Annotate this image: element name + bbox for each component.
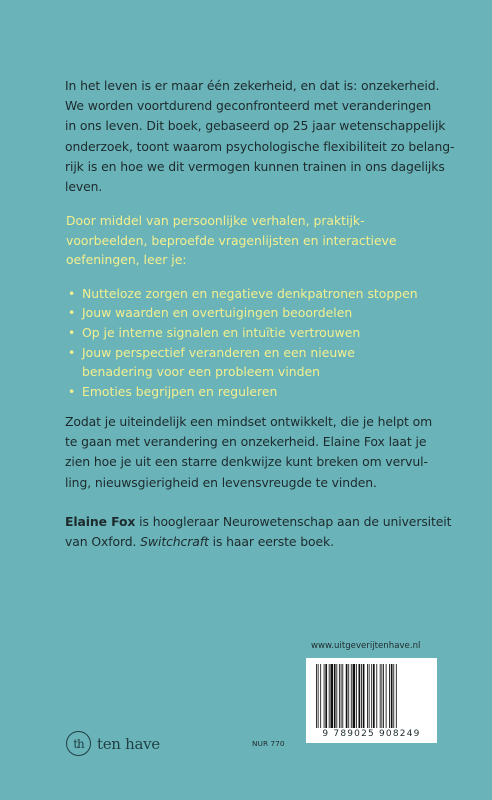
bullet-icon: • [68,285,76,301]
intro-line: rijk is en hoe we dit vermogen kunnen trainen in ons dagelijks [65,158,445,174]
barcode-bar [329,664,330,728]
barcode [306,658,437,743]
barcode-bar [359,664,361,728]
learning-point [66,303,441,323]
book-title: Switchcraft [140,534,209,550]
publisher-website: www.uitgeverijtenhave.nl [311,641,421,651]
barcode-bar [373,664,375,728]
barcode-bar [318,664,319,728]
barcode-bar [380,664,381,728]
intro-line: We worden voortdurend geconfronteerd met veranderingen [65,98,432,114]
barcode-bar [320,664,321,728]
highlight-intro-line: Door middel van persoonlijke verhalen, praktijk- [66,213,365,228]
learning-point-text: Emoties begrijpen en reguleren [82,383,278,399]
barcode-bar [339,664,340,728]
barcode-bar [334,664,336,728]
nur-code: NUR 770 [252,739,285,748]
barcode-bar [330,664,333,728]
barcode-bar [342,664,343,728]
learning-point [66,343,441,382]
barcode-bar [369,664,370,728]
outro-line: Zodat je uiteindelijk een mindset ontwikkelt, die je helpt om [65,414,433,429]
bullet-icon: • [68,383,76,399]
barcode-bar [325,664,327,728]
isbn-number: 9 789025 908249 [322,729,421,739]
learning-point-text: Nutteloze zorgen en negatieve denkpatronen stoppen [82,285,418,301]
barcode-bar [361,664,362,728]
highlight-section [66,211,441,401]
highlight-intro-line: oefeningen, leer je: [66,252,187,268]
bio-line [65,512,452,532]
intro-paragraph [65,76,455,197]
barcode-bar [348,664,349,728]
bio-text: van Oxford. [65,534,141,550]
intro-line: leven. [65,179,103,195]
barcode-bars [316,664,427,728]
barcode-bar [367,664,368,728]
intro-line: onderzoek, toont waarom psychologische flexibiliteit zo belang- [65,138,455,154]
bullet-icon: • [68,324,76,340]
outro-paragraph [65,412,437,493]
outro-line: te gaan met verandering en onzekerheid. Elaine Fox laat je [65,434,427,450]
highlight-intro-line: voorbeelden, beproefde vragenlijsten en interactieve [66,232,397,248]
barcode-bar [351,664,352,728]
barcode-bar [396,664,397,728]
barcode-bar [324,664,325,728]
learning-point-text: Op je interne signalen en intuïtie vertrouwen [82,324,361,340]
author-bio [65,512,452,552]
learning-points-list [66,284,441,402]
bio-text: is haar eerste boek. [208,534,334,550]
outro-line: zien hoe je uit een starre denkwijze kunt breken om vervul- [65,454,428,470]
barcode-bar [391,664,393,728]
barcode-bar [341,664,342,728]
barcode-bar [356,664,357,728]
author-name: Elaine Fox [65,514,136,529]
barcode-bar [383,664,384,728]
bio-line [65,532,437,552]
barcode-bar [389,664,390,728]
barcode-bar [381,664,382,728]
learning-point [66,284,441,304]
barcode-bar [316,664,317,728]
barcode-bar [363,664,365,728]
bullet-icon: • [68,344,76,360]
barcode-bar [346,664,348,728]
barcode-bar [371,664,372,728]
barcode-bar [386,664,387,728]
publisher-logo [66,731,160,756]
publisher-name: ten have [97,734,160,753]
barcode-bar [393,664,394,728]
learning-point [66,323,441,343]
outro-line: ling, nieuwsgierigheid en levensvreugde te vinden. [65,474,377,490]
learning-point-text: benadering voor een probleem vinden [82,364,320,380]
intro-line: in ons leven. Dit boek, gebaseerd op 25 jaar wetenschappelijk [65,118,446,134]
barcode-bar [353,664,356,728]
learning-point [66,382,441,402]
publisher-logo-icon: th [66,731,91,756]
barcode-bar [376,664,377,728]
learning-point-text: Jouw waarden en overtuigingen beoordelen [82,305,353,321]
barcode-bar [336,664,337,728]
bio-text: is hoogleraar Neurowetenschap aan de universiteit [135,514,452,529]
intro-line: In het leven is er maar één zekerheid, en dat is: onzekerheid. [65,78,440,93]
learning-point-text: Jouw perspectief veranderen en een nieuwe [82,344,355,360]
bullet-icon: • [68,305,76,321]
